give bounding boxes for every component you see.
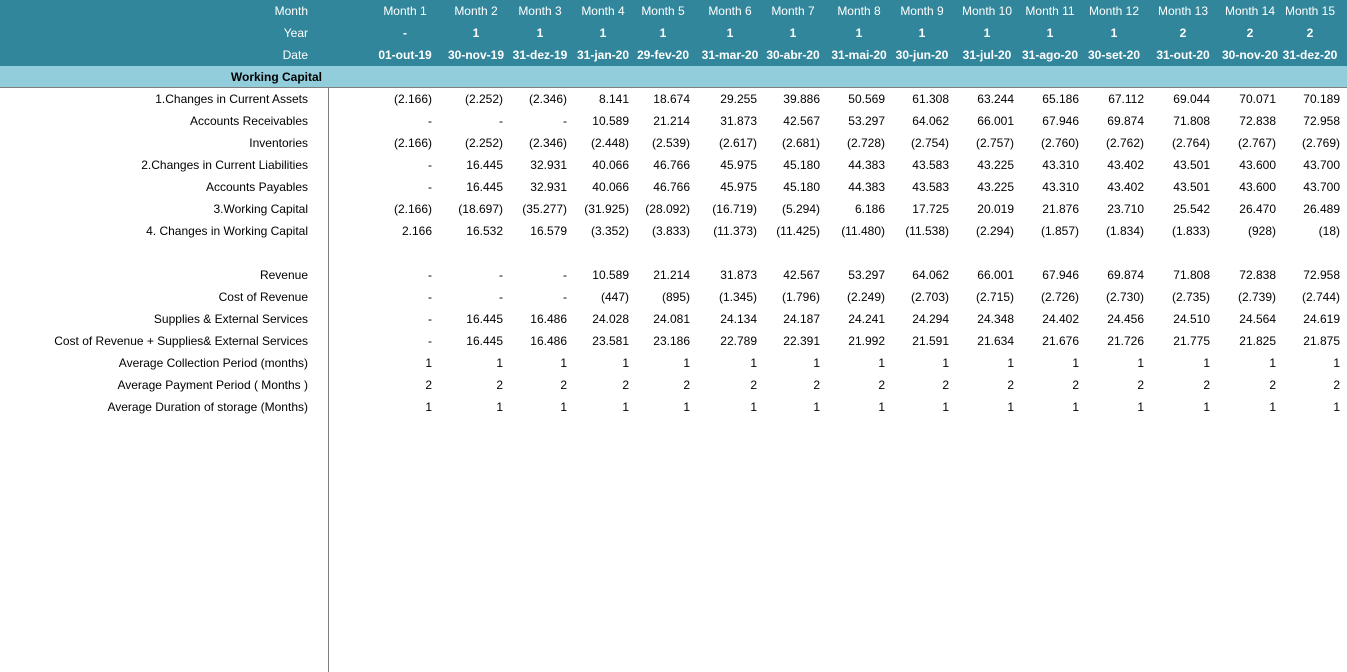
value-cell[interactable]: 1 — [1269, 356, 1276, 370]
value-cell[interactable]: 1 — [1007, 356, 1014, 370]
month-cell[interactable]: Month 7 — [771, 4, 815, 18]
value-cell[interactable]: - — [499, 114, 503, 128]
year-cell[interactable]: 1 — [918, 26, 926, 40]
value-cell[interactable]: 65.186 — [1042, 92, 1079, 106]
table-row — [0, 264, 1347, 286]
month-cell[interactable]: Month 9 — [900, 4, 944, 18]
value-cell[interactable]: 45.975 — [720, 180, 757, 194]
value-cell[interactable]: (2.448) — [590, 136, 629, 150]
value-cell[interactable]: 1 — [1137, 356, 1144, 370]
value-cell[interactable]: 2 — [878, 378, 885, 392]
value-cell[interactable]: 43.501 — [1173, 158, 1210, 172]
value-cell[interactable]: 23.710 — [1107, 202, 1144, 216]
value-cell[interactable]: 46.766 — [653, 180, 690, 194]
value-cell[interactable]: 53.297 — [848, 114, 885, 128]
date-cell[interactable]: 29-fev-20 — [636, 48, 690, 62]
value-cell[interactable]: 45.180 — [783, 158, 820, 172]
value-cell[interactable]: (3.833) — [651, 224, 690, 238]
value-cell[interactable]: (447) — [600, 290, 629, 304]
header-row-date — [0, 44, 1347, 66]
row-label[interactable]: 3.Working Capital — [213, 202, 308, 216]
section-row — [0, 66, 1347, 88]
value-cell[interactable]: (2.744) — [1301, 290, 1340, 304]
month-cell[interactable]: Month 15 — [1284, 4, 1336, 18]
value-cell[interactable]: 1 — [878, 400, 885, 414]
value-cell[interactable]: (11.373) — [713, 224, 757, 238]
value-cell[interactable]: 20.019 — [977, 202, 1014, 216]
row-label[interactable]: Average Collection Period (months) — [118, 356, 308, 370]
value-cell[interactable]: 24.294 — [912, 312, 949, 326]
value-cell[interactable]: 16.445 — [466, 158, 503, 172]
month-cell[interactable]: Month 12 — [1088, 4, 1140, 18]
value-cell[interactable]: (2.767) — [1237, 136, 1276, 150]
value-cell[interactable]: (2.252) — [464, 92, 503, 106]
value-cell[interactable]: (2.252) — [464, 136, 503, 150]
row-label[interactable]: 1.Changes in Current Assets — [155, 92, 308, 106]
value-cell[interactable]: 67.946 — [1042, 114, 1079, 128]
value-cell[interactable]: 71.808 — [1173, 268, 1210, 282]
date-cell[interactable]: 31-ago-20 — [1021, 48, 1079, 62]
table-row — [0, 374, 1347, 396]
month-cell[interactable]: Month 13 — [1157, 4, 1209, 18]
value-cell[interactable]: 24.564 — [1239, 312, 1276, 326]
value-cell[interactable]: 24.081 — [653, 312, 690, 326]
value-cell[interactable]: 2 — [496, 378, 503, 392]
value-cell[interactable]: 1 — [1137, 400, 1144, 414]
value-cell[interactable]: 1 — [1007, 400, 1014, 414]
value-cell[interactable]: 2.166 — [401, 224, 432, 238]
value-cell[interactable]: 40.066 — [592, 180, 629, 194]
value-cell[interactable]: 43.225 — [977, 180, 1014, 194]
year-cell[interactable]: 1 — [1046, 26, 1054, 40]
month-cell[interactable]: Month 5 — [641, 4, 685, 18]
value-cell[interactable]: - — [499, 268, 503, 282]
value-cell[interactable]: - — [563, 114, 567, 128]
value-cell[interactable]: 21.214 — [653, 268, 690, 282]
value-cell[interactable]: (2.735) — [1171, 290, 1210, 304]
value-cell[interactable]: 64.062 — [912, 268, 949, 282]
year-cell[interactable]: 1 — [659, 26, 667, 40]
value-cell[interactable]: 63.244 — [977, 92, 1014, 106]
value-cell[interactable]: 43.700 — [1303, 158, 1340, 172]
year-cell[interactable]: 1 — [789, 26, 797, 40]
value-cell[interactable]: 50.569 — [848, 92, 885, 106]
value-cell[interactable] — [1260, 242, 1340, 264]
value-cell[interactable]: (895) — [661, 290, 690, 304]
row-label[interactable]: Accounts Receivables — [189, 114, 308, 128]
value-cell[interactable]: 1 — [750, 400, 757, 414]
table-row — [0, 242, 1347, 264]
value-cell[interactable]: 1 — [750, 356, 757, 370]
value-cell[interactable]: 72.838 — [1239, 114, 1276, 128]
value-cell[interactable]: 24.348 — [977, 312, 1014, 326]
value-cell[interactable]: 67.112 — [1108, 92, 1144, 106]
month-cell[interactable]: Month 14 — [1224, 4, 1276, 18]
value-cell[interactable]: 43.501 — [1173, 180, 1210, 194]
date-cell[interactable]: 30-abr-20 — [766, 48, 820, 62]
value-cell[interactable]: (2.754) — [910, 136, 949, 150]
table-row — [0, 220, 1347, 242]
year-cell[interactable]: 1 — [726, 26, 734, 40]
value-cell[interactable]: 21.825 — [1239, 334, 1276, 348]
value-cell[interactable]: 1 — [1072, 356, 1079, 370]
value-cell[interactable]: 72.838 — [1239, 268, 1276, 282]
value-cell[interactable]: 6.186 — [854, 202, 885, 216]
value-cell[interactable]: (16.719) — [712, 202, 757, 216]
value-cell[interactable]: 1 — [878, 356, 885, 370]
value-cell[interactable]: 2 — [942, 378, 949, 392]
value-cell[interactable]: 16.486 — [530, 312, 567, 326]
value-cell[interactable]: 24.456 — [1107, 312, 1144, 326]
value-cell[interactable]: (1.833) — [1171, 224, 1210, 238]
value-cell[interactable]: 44.383 — [848, 158, 885, 172]
date-cell[interactable]: 01-out-19 — [378, 48, 432, 62]
value-cell[interactable]: 70.189 — [1303, 92, 1340, 106]
header-label-date: Date — [282, 48, 308, 62]
value-cell[interactable]: 16.486 — [530, 334, 567, 348]
year-cell[interactable]: 1 — [855, 26, 863, 40]
date-cell[interactable]: 31-dez-19 — [512, 48, 568, 62]
value-cell[interactable]: 23.581 — [592, 334, 629, 348]
value-cell[interactable]: 70.071 — [1239, 92, 1276, 106]
value-cell[interactable]: (1.345) — [718, 290, 757, 304]
value-cell[interactable]: 2 — [750, 378, 757, 392]
value-cell[interactable]: 2 — [560, 378, 567, 392]
value-cell[interactable]: (2.764) — [1171, 136, 1210, 150]
value-cell[interactable]: 18.674 — [653, 92, 690, 106]
value-cell[interactable]: 46.766 — [653, 158, 690, 172]
year-cell[interactable]: 1 — [536, 26, 544, 40]
table-row — [0, 396, 1347, 418]
value-cell[interactable]: 43.310 — [1042, 158, 1079, 172]
value-cell[interactable]: 2 — [425, 378, 432, 392]
row-label[interactable]: Supplies & External Services — [153, 312, 308, 326]
value-cell[interactable]: 2 — [1333, 378, 1340, 392]
value-cell[interactable]: 22.789 — [720, 334, 757, 348]
value-cell[interactable]: (2.760) — [1040, 136, 1079, 150]
section-title: Working Capital — [230, 70, 322, 84]
table-row — [0, 352, 1347, 374]
value-cell[interactable]: 40.066 — [592, 158, 629, 172]
value-cell[interactable]: 32.931 — [530, 180, 567, 194]
table-row — [0, 198, 1347, 220]
row-label[interactable]: Average Payment Period ( Months ) — [117, 378, 308, 392]
value-cell[interactable]: (11.538) — [905, 224, 949, 238]
value-cell[interactable]: (928) — [1247, 224, 1276, 238]
value-cell[interactable]: (2.346) — [528, 92, 567, 106]
value-cell[interactable]: 2 — [1269, 378, 1276, 392]
value-cell[interactable]: 24.241 — [848, 312, 885, 326]
value-cell[interactable]: 1 — [942, 400, 949, 414]
value-cell[interactable]: (2.757) — [975, 136, 1014, 150]
value-cell[interactable]: (2.739) — [1237, 290, 1276, 304]
date-cell[interactable]: 31-jan-20 — [576, 48, 630, 62]
date-cell[interactable]: 31-jul-20 — [962, 48, 1012, 62]
header-row-month — [0, 0, 1347, 22]
value-cell[interactable]: 2 — [1137, 378, 1144, 392]
value-cell[interactable]: (2.294) — [975, 224, 1014, 238]
value-cell[interactable]: 1 — [425, 356, 432, 370]
month-cell[interactable]: Month 2 — [454, 4, 498, 18]
value-cell[interactable]: 45.975 — [720, 158, 757, 172]
value-cell[interactable]: 1 — [942, 356, 949, 370]
value-cell[interactable]: (1.796) — [781, 290, 820, 304]
value-cell[interactable]: 16.579 — [530, 224, 567, 238]
value-cell[interactable]: 43.402 — [1107, 180, 1144, 194]
value-cell[interactable]: 43.600 — [1239, 180, 1276, 194]
value-cell[interactable]: 39.886 — [783, 92, 820, 106]
value-cell[interactable]: 69.874 — [1107, 268, 1144, 282]
value-cell[interactable]: (2.681) — [781, 136, 820, 150]
value-cell[interactable]: 22.391 — [783, 334, 820, 348]
table-row — [0, 330, 1347, 352]
value-cell[interactable]: 1 — [1072, 400, 1079, 414]
header-row-year — [0, 22, 1347, 44]
date-cell[interactable]: 31-mai-20 — [831, 48, 887, 62]
value-cell[interactable]: 43.600 — [1239, 158, 1276, 172]
value-cell[interactable]: 21.676 — [1042, 334, 1079, 348]
value-cell[interactable]: 42.567 — [783, 114, 820, 128]
value-cell[interactable]: 26.489 — [1303, 202, 1340, 216]
date-cell[interactable]: 31-mar-20 — [701, 48, 759, 62]
value-cell[interactable]: 21.775 — [1173, 334, 1210, 348]
year-cell[interactable]: 1 — [983, 26, 991, 40]
value-cell[interactable]: 24.619 — [1303, 312, 1340, 326]
value-cell[interactable]: 1 — [560, 400, 567, 414]
table-row — [0, 176, 1347, 198]
month-cell[interactable]: Month 6 — [708, 4, 752, 18]
date-cell[interactable]: 30-set-20 — [1087, 48, 1141, 62]
value-cell[interactable]: 43.310 — [1042, 180, 1079, 194]
value-cell[interactable] — [352, 242, 432, 264]
value-cell[interactable]: 71.808 — [1173, 114, 1210, 128]
value-cell[interactable]: 2 — [1203, 378, 1210, 392]
value-cell[interactable]: (2.703) — [910, 290, 949, 304]
value-cell[interactable]: 24.134 — [720, 312, 757, 326]
row-label[interactable]: Cost of Revenue — [218, 290, 308, 304]
row-label[interactable]: Revenue — [259, 268, 308, 282]
value-cell[interactable]: 1 — [560, 356, 567, 370]
value-cell[interactable]: 10.589 — [592, 114, 629, 128]
value-cell[interactable]: 8.141 — [598, 92, 629, 106]
value-cell[interactable]: 2 — [622, 378, 629, 392]
value-cell[interactable]: (18.697) — [458, 202, 503, 216]
table-row — [0, 154, 1347, 176]
month-cell[interactable]: Month 11 — [1025, 4, 1075, 18]
table-row — [0, 110, 1347, 132]
value-cell[interactable]: 1 — [1333, 356, 1340, 370]
value-cell[interactable]: 43.225 — [977, 158, 1014, 172]
value-cell[interactable]: (3.352) — [590, 224, 629, 238]
value-cell[interactable]: 1 — [813, 400, 820, 414]
value-cell[interactable]: (11.425) — [776, 224, 820, 238]
value-cell[interactable]: (2.715) — [975, 290, 1014, 304]
value-cell[interactable]: (2.166) — [393, 92, 432, 106]
value-cell[interactable]: 69.044 — [1173, 92, 1210, 106]
value-cell[interactable]: 66.001 — [977, 268, 1014, 282]
value-cell[interactable]: 21.876 — [1042, 202, 1079, 216]
value-cell[interactable]: - — [563, 268, 567, 282]
value-cell[interactable]: (2.346) — [528, 136, 567, 150]
value-cell[interactable]: 1 — [813, 356, 820, 370]
value-cell[interactable]: 23.186 — [653, 334, 690, 348]
month-cell[interactable]: Month 4 — [581, 4, 625, 18]
value-cell[interactable]: 61.308 — [912, 92, 949, 106]
value-cell[interactable]: - — [428, 158, 432, 172]
year-cell[interactable]: 2 — [1246, 26, 1254, 40]
value-cell[interactable]: 21.992 — [848, 334, 885, 348]
header-label-year: Year — [283, 26, 308, 40]
value-cell[interactable]: 24.402 — [1042, 312, 1079, 326]
month-cell[interactable]: Month 3 — [518, 4, 562, 18]
value-cell[interactable]: 32.931 — [530, 158, 567, 172]
value-cell[interactable]: 1 — [622, 356, 629, 370]
value-cell[interactable]: (2.730) — [1105, 290, 1144, 304]
date-cell[interactable]: 31-dez-20 — [1282, 48, 1338, 62]
value-cell[interactable]: 1 — [1203, 356, 1210, 370]
value-cell[interactable]: (1.857) — [1040, 224, 1079, 238]
value-cell[interactable]: (18) — [1318, 224, 1340, 238]
date-cell[interactable]: 30-nov-20 — [1221, 48, 1279, 62]
row-label[interactable]: Accounts Payables — [205, 180, 308, 194]
row-label[interactable]: 2.Changes in Current Liabilities — [141, 158, 308, 172]
value-cell[interactable]: - — [428, 312, 432, 326]
value-cell[interactable]: 43.583 — [912, 180, 949, 194]
value-cell[interactable]: 1 — [622, 400, 629, 414]
value-cell[interactable]: (5.294) — [781, 202, 820, 216]
value-cell[interactable]: 1 — [425, 400, 432, 414]
value-cell[interactable]: 1 — [1269, 400, 1276, 414]
value-cell[interactable]: 16.532 — [466, 224, 503, 238]
value-cell[interactable]: - — [428, 180, 432, 194]
value-cell[interactable]: (2.726) — [1040, 290, 1079, 304]
table-row — [0, 88, 1347, 110]
value-cell[interactable]: (11.480) — [841, 224, 885, 238]
value-cell[interactable]: 24.028 — [592, 312, 629, 326]
year-cell[interactable]: - — [403, 26, 407, 40]
value-cell[interactable]: 45.180 — [783, 180, 820, 194]
month-cell[interactable]: Month 8 — [837, 4, 881, 18]
row-label[interactable]: Inventories — [249, 136, 308, 150]
row-label[interactable]: Average Duration of storage (Months) — [107, 400, 308, 414]
value-cell[interactable]: 29.255 — [720, 92, 757, 106]
row-label[interactable]: Cost of Revenue + Supplies& External Services — [54, 334, 308, 348]
value-cell[interactable]: 21.214 — [653, 114, 690, 128]
value-cell[interactable]: 1 — [1203, 400, 1210, 414]
date-cell[interactable]: 31-out-20 — [1156, 48, 1210, 62]
value-cell[interactable]: 21.726 — [1107, 334, 1144, 348]
value-cell[interactable]: 66.001 — [977, 114, 1014, 128]
value-cell[interactable]: 69.874 — [1107, 114, 1144, 128]
month-cell[interactable]: Month 10 — [961, 4, 1013, 18]
value-cell[interactable]: 21.591 — [912, 334, 949, 348]
value-cell[interactable]: 25.542 — [1173, 202, 1210, 216]
value-cell[interactable]: (31.925) — [584, 202, 629, 216]
value-cell[interactable]: - — [428, 268, 432, 282]
value-cell[interactable]: 1 — [683, 400, 690, 414]
row-label[interactable] — [0, 242, 308, 264]
value-cell[interactable]: 67.946 — [1042, 268, 1079, 282]
table-row — [0, 308, 1347, 330]
year-cell[interactable]: 2 — [1306, 26, 1314, 40]
value-cell[interactable]: - — [499, 290, 503, 304]
value-cell[interactable]: 21.875 — [1303, 334, 1340, 348]
table-row — [0, 132, 1347, 154]
value-cell[interactable]: 31.873 — [720, 268, 757, 282]
table-row — [0, 286, 1347, 308]
value-cell[interactable]: 2 — [1072, 378, 1079, 392]
value-cell[interactable]: 31.873 — [720, 114, 757, 128]
value-cell[interactable]: 64.062 — [912, 114, 949, 128]
value-cell[interactable]: (2.728) — [846, 136, 885, 150]
value-cell[interactable]: 1 — [683, 356, 690, 370]
value-cell[interactable]: 72.958 — [1303, 268, 1340, 282]
value-cell[interactable]: 72.958 — [1303, 114, 1340, 128]
year-cell[interactable]: 1 — [1110, 26, 1118, 40]
value-cell[interactable]: (1.834) — [1105, 224, 1144, 238]
value-cell[interactable]: 16.445 — [466, 180, 503, 194]
value-cell[interactable]: (2.249) — [846, 290, 885, 304]
value-cell[interactable]: 1 — [1333, 400, 1340, 414]
date-cell[interactable]: 30-jun-20 — [895, 48, 949, 62]
value-cell[interactable]: 17.725 — [912, 202, 949, 216]
date-cell[interactable]: 30-nov-19 — [447, 48, 505, 62]
value-cell[interactable]: (35.277) — [522, 202, 567, 216]
value-cell[interactable]: 44.383 — [848, 180, 885, 194]
value-cell[interactable]: (2.166) — [393, 136, 432, 150]
value-cell[interactable]: 43.583 — [912, 158, 949, 172]
year-cell[interactable]: 2 — [1179, 26, 1187, 40]
value-cell[interactable]: 16.445 — [466, 334, 503, 348]
value-cell[interactable]: (2.769) — [1301, 136, 1340, 150]
header-label-month: Month — [274, 4, 308, 18]
value-cell[interactable]: 1 — [496, 356, 503, 370]
value-cell[interactable]: 24.187 — [783, 312, 820, 326]
value-cell[interactable]: 16.445 — [466, 312, 503, 326]
value-cell[interactable]: 26.470 — [1239, 202, 1276, 216]
value-cell[interactable]: (2.762) — [1105, 136, 1144, 150]
value-cell[interactable]: 24.510 — [1173, 312, 1210, 326]
value-cell[interactable]: - — [428, 114, 432, 128]
value-cell[interactable]: 2 — [813, 378, 820, 392]
value-cell[interactable]: - — [428, 334, 432, 348]
value-cell[interactable]: 2 — [1007, 378, 1014, 392]
value-cell[interactable]: 2 — [683, 378, 690, 392]
value-cell[interactable]: - — [563, 290, 567, 304]
row-label[interactable]: 4. Changes in Working Capital — [146, 224, 308, 238]
year-cell[interactable]: 1 — [599, 26, 607, 40]
value-cell[interactable]: (2.539) — [651, 136, 690, 150]
value-cell[interactable]: 21.634 — [977, 334, 1014, 348]
value-cell[interactable]: 53.297 — [848, 268, 885, 282]
month-cell[interactable]: Month 1 — [383, 4, 427, 18]
year-cell[interactable]: 1 — [472, 26, 480, 40]
value-cell[interactable]: (2.166) — [393, 202, 432, 216]
value-cell[interactable]: 10.589 — [592, 268, 629, 282]
value-cell[interactable]: (28.092) — [645, 202, 690, 216]
value-cell[interactable]: 43.700 — [1303, 180, 1340, 194]
value-cell[interactable]: - — [428, 290, 432, 304]
value-cell[interactable]: (2.617) — [718, 136, 757, 150]
value-cell[interactable]: 42.567 — [783, 268, 820, 282]
value-cell[interactable]: 1 — [496, 400, 503, 414]
value-cell[interactable]: 43.402 — [1107, 158, 1144, 172]
